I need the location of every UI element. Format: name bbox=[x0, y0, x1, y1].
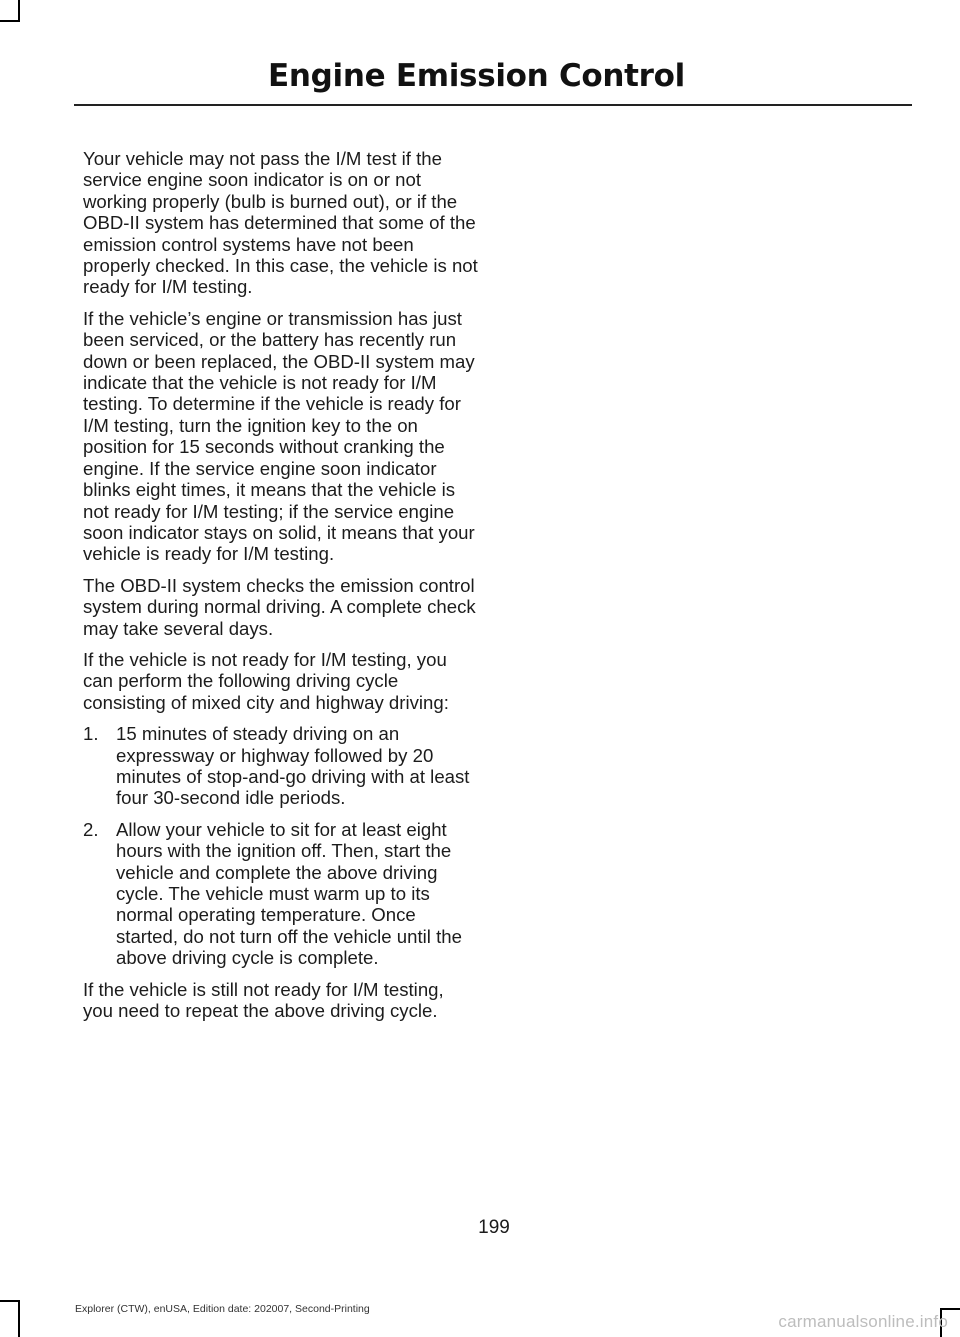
list-text: Allow your vehicle to sit for at least eight hours with the ignition off. Then, start the vehicle and complete the above driving cycle. The vehicle must warm up to its normal operating temperature. Once started, do not turn off the vehicle until the above driving cycle is complete. bbox=[116, 818, 462, 969]
list-text: 15 minutes of steady driving on an expressway or highway followed by 20 minutes of stop-and-go driving with at least four 30-second idle periods. bbox=[116, 723, 470, 809]
list-item bbox=[83, 819, 478, 969]
page-title: Engine Emission Control bbox=[268, 58, 685, 94]
list-number: 1. bbox=[83, 723, 99, 745]
paragraph: Your vehicle may not pass the I/M test if the service engine soon indicator is on or not working properly (bulb is burned out), or if the OBD-II system has determined that some of the emission control systems have not been properly checked. In this case, the vehicle is not ready for I/M testing. bbox=[83, 148, 478, 298]
crop-mark bbox=[18, 1300, 20, 1337]
header-divider bbox=[74, 104, 912, 106]
page-number: 199 bbox=[478, 1217, 510, 1238]
paragraph: If the vehicle is still not ready for I/M testing, you need to repeat the above driving cycle. bbox=[83, 978, 444, 1022]
paragraph: If the vehicle is not ready for I/M testing, you can perform the following driving cycle consisting of mixed city and highway driving: bbox=[83, 648, 449, 713]
crop-mark bbox=[940, 1308, 960, 1310]
footer-edition: Explorer (CTW), enUSA, Edition date: 202007, Second-Printing bbox=[75, 1303, 370, 1315]
paragraph: The OBD-II system checks the emission control system during normal driving. A complete check may take several days. bbox=[83, 574, 476, 639]
crop-mark bbox=[18, 0, 20, 22]
crop-mark bbox=[0, 20, 20, 22]
watermark: carmanualsonline.info bbox=[778, 1312, 948, 1331]
crop-mark bbox=[0, 1300, 20, 1302]
list-number: 2. bbox=[83, 818, 99, 840]
main-content bbox=[83, 148, 478, 1031]
list-item bbox=[83, 723, 478, 809]
paragraph: If the vehicle’s engine or transmission has just been serviced, or the battery has recently run down or been replaced, the OBD-II system may indicate that the vehicle is not ready for I/M testing. To determine if the vehicle is ready for I/M testing, turn the ignition key to the on position for 15 seconds without cranking the engine. If the service engine soon indicator blinks eight times, it means that the vehicle is not ready for I/M testing; if the service engine soon indicator stays on solid, it means that your vehicle is ready for I/M testing. bbox=[83, 307, 475, 565]
